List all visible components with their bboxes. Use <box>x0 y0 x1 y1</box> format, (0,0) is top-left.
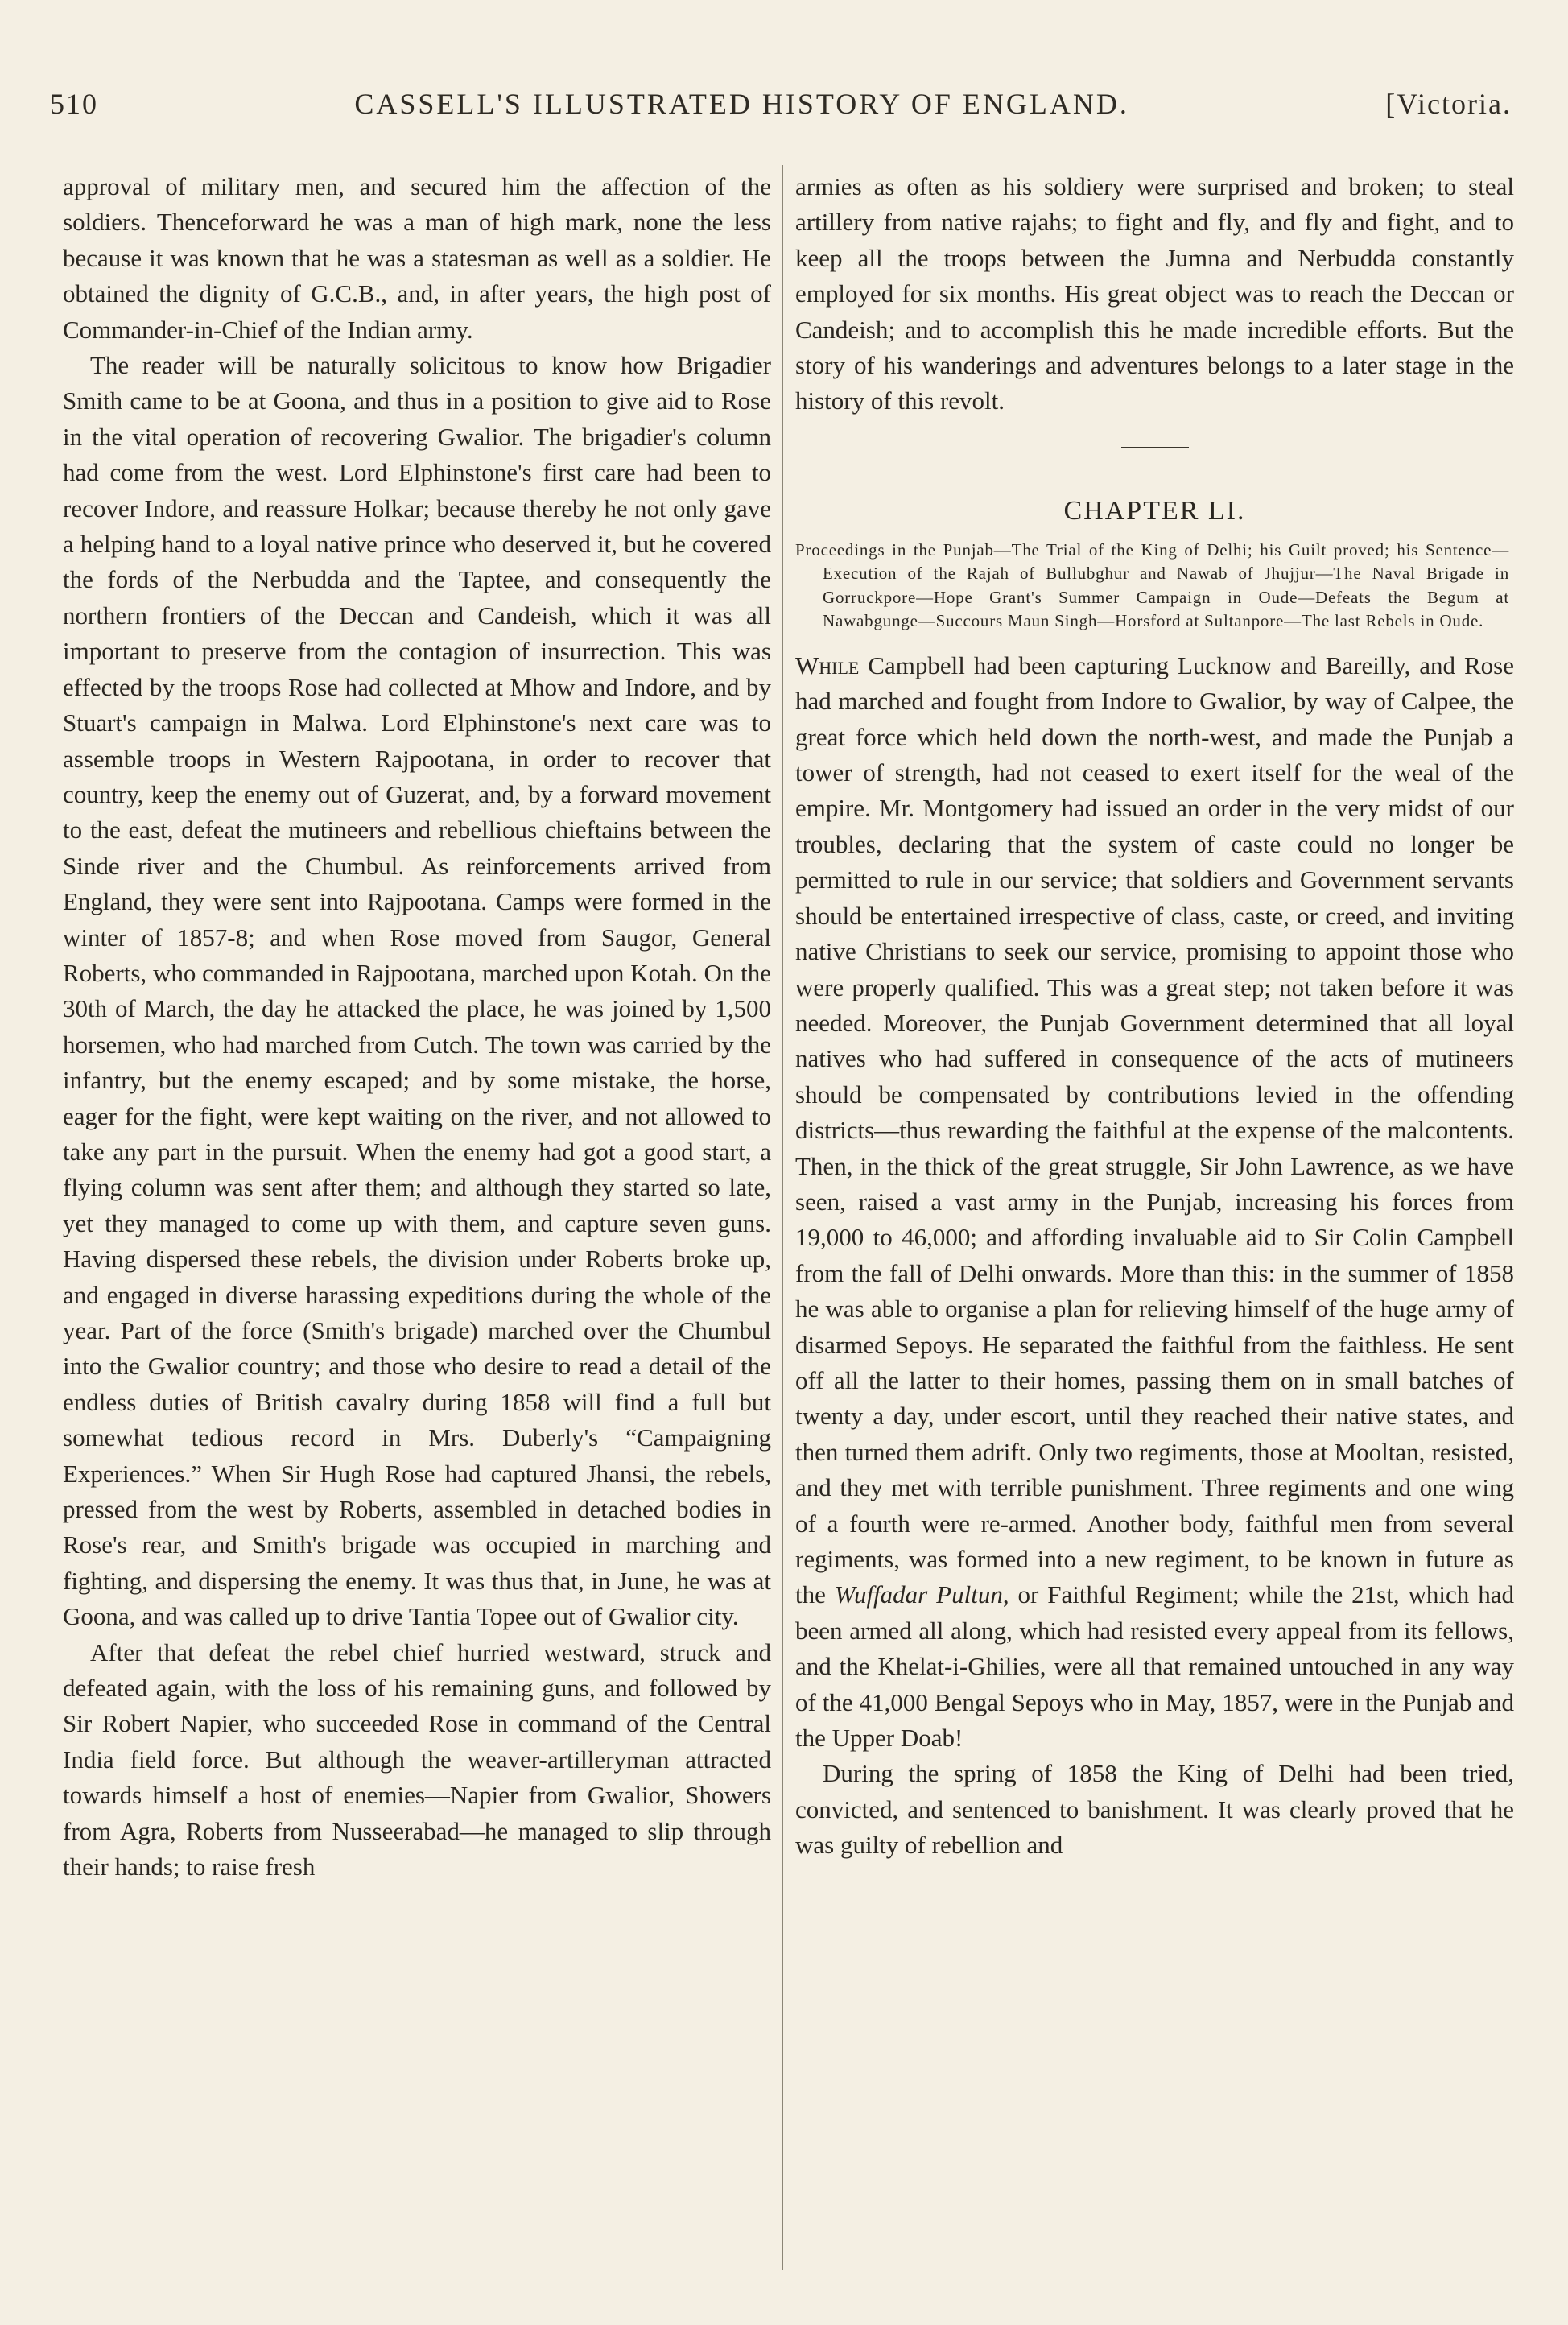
chapter-summary: Proceedings in the Punjab—The Trial of the King of Delhi; his Guilt proved; his Sentence—Execution of the Rajah of Bullubghur and Nawab of Jhujjur—The Naval Brigade in Gorruckpore—Hope Grant's Summer Campaign in Oude—Defeats the Begum at Nawabgunge—Succours Maun Singh—Horsford at Sultanpore—The last Rebels in Oude. <box>795 539 1509 631</box>
running-head <box>50 87 1512 132</box>
paragraph: The reader will be naturally solicitous to know how Brigadier Smith came to be at Goona, and thus in a position to give aid to Rose in the vital operation of recovering Gwalior. The brigadier's column had come from the west. Lord Elphinstone's first care had been to recover Indore, and reassure Holkar; because thereby he not only gave a helping hand to a loyal native prince who deserved it, but he covered the fords of the Nerbudda and the Taptee, and consequently the northern frontiers of the Deccan and Candeish, which it was all important to preserve from the contagion of insurrection. This was effected by the troops Rose had collected at Mhow and Indore, and by Stuart's campaign in Malwa. Lord Elphinstone's next care was to assemble troops in Western Rajpootana, in order to recover that country, keep the enemy out of Guzerat, and, by a forward movement to the east, defeat the mutineers and rebellious chieftains between the Sinde river and the Chumbul. As reinforcements arrived from England, they were sent into Rajpootana. Camps were formed in the winter of 1857-8; and when Rose moved from Saugor, General Roberts, who commanded in Rajpootana, marched upon Kotah. On the 30th of March, the day he attacked the place, he was joined by 1,500 horsemen, who had marched from Cutch. The town was carried by the infantry, but the enemy escaped; and by some mistake, the horse, eager for the fight, were kept waiting on the river, and not allowed to take any part in the pursuit. When the enemy had got a good start, a flying column was sent after them; and although they started so late, yet they managed to come up with them, and capture seven guns. Having dispersed these rebels, the division under Roberts broke up, and engaged in diverse harassing expeditions during the whole of the year. Part of the force (Smith's brigade) marched over the Chumbul into the Gwalior country; and those who desire to read a detail of the endless duties of British cavalry during 1858 will find a full but somewhat tedious record in Mrs. Duberly's “Campaigning Experiences.” When Sir Hugh Rose had captured Jhansi, the rebels, pressed from the west by Roberts, assembled in detached bodies in Rose's rear, and Smith's brigade was occupied in marching and fighting, and dispersing the enemy. It was thus that, in June, he was at Goona, and was called up to drive Tantia Topee out of Gwalior city. <box>63 351 771 1631</box>
running-title: CASSELL'S ILLUSTRATED HISTORY OF ENGLAND. <box>354 88 1129 120</box>
opening-word: While <box>795 650 860 679</box>
page-number: 510 <box>50 88 98 120</box>
left-column <box>63 169 771 1885</box>
paragraph: approval of military men, and secured him the affection of the soldiers. Thenceforward he was a man of high mark, none the less because it was known that he was a statesman as well as a soldier. He obtained the dignity of G.C.B., and, in after years, the high post of Commander-in-Chief of the Indian army. <box>63 172 771 344</box>
paragraph-text: , or Faithful Regiment; while the 21st, which had been armed all along, which had resisted every appeal from its fellows, and the Khelat-i-Ghilies, were all that remained untouched in any way of the 41,000 Bengal Sepoys who in May, 1857, were in the Punjab and the Upper Doab! <box>795 1580 1514 1753</box>
chapter-heading: CHAPTER LI. <box>1063 495 1246 526</box>
regiment-name: Wuffadar Pultun <box>834 1580 1003 1609</box>
section-label: [Victoria. <box>1385 88 1512 120</box>
paragraph-text: Campbell had been capturing Lucknow and Bareilly, and Rose had marched and fought from Indore to Gwalior, by way of Calpee, the great force which held down the north-west, and made the Punjab a tower of strength, had not ceased to exert itself for the weal of the empire. Mr. Montgomery had issued an order in the very midst of our troubles, declaring that the system of caste could no longer be permitted to rule in our service; that soldiers and Government servants should be entertained irrespective of class, caste, or creed, and inviting native Christians to seek our service, promising to appoint those who were properly qualified. This was a great step; not taken before it was needed. Moreover, the Punjab Government determined that all loyal natives who had suffered in consequence of the acts of mutineers should be compensated by contributions levied in the offending districts—thus rewarding the faithful at the expense of the malcontents. Then, in the thick of the great struggle, Sir John Lawrence, as we have seen, raised a vast army in the Punjab, increasing his forces from 19,000 to 46,000; and affording invaluable aid to Sir Colin Campbell from the fall of Delhi onwards. More than this: in the summer of 1858 he was able to organise a plan for relieving himself of the huge army of disarmed Sepoys. He separated the faithful from the faithless. He sent off all the latter to their homes, passing them on in small batches of twenty a day, under escort, until they reached their native states, and then turned them adrift. Only two regiments, those at Mooltan, resisted, and they met with terrible punishment. Three regiments and one wing of a fourth were re-armed. Another body, faithful men from several regiments, was formed into a new regiment, to be known in future as the <box>795 650 1514 1609</box>
section-rule <box>1121 447 1189 448</box>
chapter-opening-paragraph <box>795 648 1514 1757</box>
paragraph: armies as often as his soldiery were surprised and broken; to steal artillery from native rajahs; to fight and fly, and fly and fight, and to keep all the troops between the Jumna and Nerbudda constantly employed for six months. His great object was to reach the Deccan or Candeish; and to accomplish this he made incredible efforts. But the story of his wanderings and adventures belongs to a later stage in the history of this revolt. <box>795 172 1514 415</box>
right-column <box>795 169 1514 1864</box>
paragraph: After that defeat the rebel chief hurried westward, struck and defeated again, with the loss of his remaining guns, and followed by Sir Robert Napier, who succeeded Rose in command of the Central India field force. But although the weaver-artilleryman attracted towards himself a host of enemies—Napier from Gwalior, Showers from Agra, Roberts from Nusseerabad—he managed to slip through their hands; to raise fresh <box>63 1637 771 1881</box>
paragraph: During the spring of 1858 the King of Delhi had been tried, convicted, and sentenced to banishment. It was clearly proved that he was guilty of rebellion and <box>795 1759 1514 1860</box>
column-divider <box>782 165 783 2270</box>
